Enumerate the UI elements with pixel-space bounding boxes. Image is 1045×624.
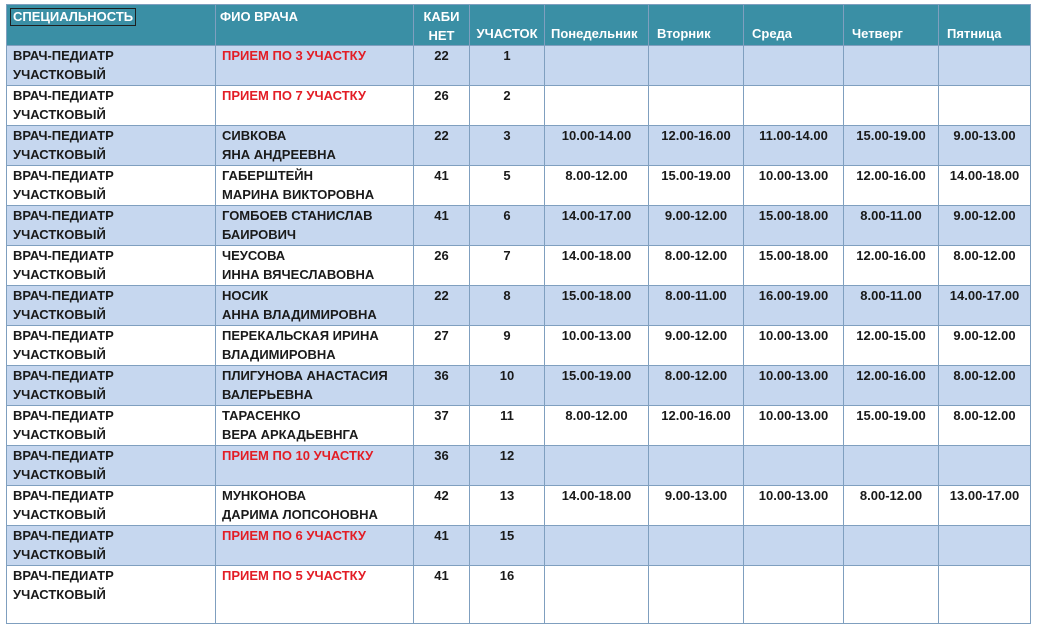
cabinet-number: 42 — [434, 488, 449, 503]
cabinet-cell — [414, 246, 470, 286]
time-cell — [545, 246, 649, 286]
time-cell — [744, 46, 844, 86]
specialty-line: ВРАЧ-ПЕДИАТР — [13, 488, 114, 503]
time-cell — [545, 326, 649, 366]
cabinet-cell — [414, 406, 470, 446]
time-range: 9.00-12.00 — [953, 328, 1016, 343]
time-range: 8.00-12.00 — [859, 488, 923, 503]
doctor-name-line: АННА ВЛАДИМИРОВНА — [222, 307, 377, 322]
header-day-label: Среда — [752, 26, 793, 41]
time-cell — [649, 486, 744, 526]
time-range: 14.00-17.00 — [561, 208, 632, 223]
time-cell — [649, 206, 744, 246]
time-range: 15.00-19.00 — [561, 368, 632, 383]
cabinet-cell — [414, 326, 470, 366]
time-cell — [939, 46, 1031, 86]
doctor-cell — [216, 406, 414, 446]
time-range: 8.00-11.00 — [860, 208, 922, 223]
time-range: 8.00-12.00 — [664, 248, 728, 263]
time-cell — [939, 486, 1031, 526]
specialty-line: ВРАЧ-ПЕДИАТР — [13, 288, 114, 303]
specialty-cell — [7, 366, 216, 406]
district-cell — [470, 126, 545, 166]
time-cell — [939, 326, 1031, 366]
header-cabinet — [414, 5, 470, 46]
specialty-line: ВРАЧ-ПЕДИАТР — [13, 168, 114, 183]
cabinet-cell — [414, 566, 470, 624]
cabinet-number: 41 — [434, 168, 449, 183]
district-number: 11 — [500, 408, 514, 423]
cabinet-cell — [414, 366, 470, 406]
doctor-name-line: НОСИК — [222, 288, 269, 303]
time-cell — [545, 46, 649, 86]
header-day-label: Вторник — [657, 26, 711, 41]
time-range: 13.00-17.00 — [949, 488, 1020, 503]
doctor-cell — [216, 446, 414, 486]
time-cell — [744, 166, 844, 206]
doctor-name-line: ВАЛЕРЬЕВНА — [222, 387, 313, 402]
header-cabinet-line2: НЕТ — [428, 28, 455, 43]
district-number: 15 — [499, 528, 515, 543]
time-range: 16.00-19.00 — [758, 288, 829, 303]
header-doctor — [216, 5, 414, 46]
time-cell — [649, 46, 744, 86]
time-cell — [844, 126, 939, 166]
specialty-line: УЧАСТКОВЫЙ — [13, 507, 106, 522]
district-cell — [470, 166, 545, 206]
time-range: 8.00-12.00 — [953, 248, 1016, 263]
time-cell — [939, 126, 1031, 166]
specialty-line: ВРАЧ-ПЕДИАТР — [13, 528, 114, 543]
doctor-cell — [216, 326, 414, 366]
time-cell — [939, 166, 1031, 206]
time-cell — [649, 526, 744, 566]
time-cell — [844, 86, 939, 126]
doctor-name-line: ПРИЕМ ПО 10 УЧАСТКУ — [222, 448, 374, 463]
time-range: 14.00-18.00 — [561, 488, 632, 503]
specialty-line: УЧАСТКОВЫЙ — [13, 387, 106, 402]
time-range: 8.00-12.00 — [953, 368, 1016, 383]
doctor-cell — [216, 206, 414, 246]
district-number: 16 — [499, 568, 515, 583]
cabinet-number: 36 — [434, 368, 449, 383]
district-cell — [470, 526, 545, 566]
specialty-line: ВРАЧ-ПЕДИАТР — [13, 448, 114, 463]
time-cell — [649, 166, 744, 206]
specialty-cell — [7, 406, 216, 446]
cabinet-number: 22 — [434, 48, 449, 63]
time-cell — [939, 566, 1031, 624]
time-cell — [744, 206, 844, 246]
district-number: 6 — [503, 208, 511, 223]
district-cell — [470, 206, 545, 246]
doctor-cell — [216, 46, 414, 86]
cabinet-number: 26 — [434, 88, 449, 103]
table-row — [7, 326, 1031, 366]
specialty-line: УЧАСТКОВЫЙ — [13, 347, 106, 362]
time-range: 15.00-19.00 — [856, 408, 926, 423]
doctor-cell — [216, 486, 414, 526]
time-cell — [844, 526, 939, 566]
time-range: 8.00-11.00 — [860, 288, 922, 303]
cabinet-cell — [414, 446, 470, 486]
time-cell — [939, 366, 1031, 406]
district-number: 1 — [503, 48, 511, 63]
table-row — [7, 246, 1031, 286]
district-number: 13 — [499, 488, 515, 503]
table-row — [7, 486, 1031, 526]
time-range: 8.00-12.00 — [664, 368, 728, 383]
time-cell — [545, 446, 649, 486]
district-cell — [470, 366, 545, 406]
header-monday — [545, 5, 649, 46]
schedule-table — [6, 4, 1031, 624]
table-row — [7, 206, 1031, 246]
table-row — [7, 166, 1031, 206]
header-district — [470, 5, 545, 46]
time-range: 12.00-16.00 — [856, 248, 926, 263]
specialty-line: ВРАЧ-ПЕДИАТР — [13, 368, 114, 383]
time-cell — [545, 526, 649, 566]
specialty-cell — [7, 46, 216, 86]
time-cell — [649, 326, 744, 366]
doctor-cell — [216, 526, 414, 566]
header-district-label: УЧАСТОК — [476, 26, 538, 41]
table-row — [7, 366, 1031, 406]
table-row — [7, 566, 1031, 624]
time-cell — [545, 126, 649, 166]
doctor-cell — [216, 166, 414, 206]
cabinet-number: 36 — [434, 448, 449, 463]
time-range: 9.00-12.00 — [953, 208, 1016, 223]
district-cell — [470, 46, 545, 86]
time-cell — [744, 486, 844, 526]
time-cell — [744, 526, 844, 566]
time-range: 8.00-12.00 — [565, 408, 628, 423]
doctor-name-line: ПРИЕМ ПО 3 УЧАСТКУ — [222, 48, 367, 63]
time-cell — [649, 126, 744, 166]
time-cell — [844, 566, 939, 624]
specialty-cell — [7, 246, 216, 286]
time-range: 10.00-13.00 — [758, 168, 829, 183]
time-cell — [939, 406, 1031, 446]
district-cell — [470, 286, 545, 326]
doctor-name-line: ПРИЕМ ПО 7 УЧАСТКУ — [222, 88, 367, 103]
specialty-line: УЧАСТКОВЫЙ — [13, 307, 106, 322]
doctor-cell — [216, 246, 414, 286]
specialty-line: УЧАСТКОВЫЙ — [13, 427, 106, 442]
time-cell — [744, 86, 844, 126]
doctor-cell — [216, 126, 414, 166]
time-range: 14.00-17.00 — [949, 288, 1020, 303]
cabinet-number: 41 — [434, 208, 449, 223]
time-cell — [939, 86, 1031, 126]
time-cell — [744, 246, 844, 286]
time-range: 10.00-13.00 — [561, 328, 632, 343]
time-cell — [744, 366, 844, 406]
specialty-cell — [7, 526, 216, 566]
specialty-line: УЧАСТКОВЫЙ — [13, 267, 106, 282]
time-range: 12.00-16.00 — [661, 408, 731, 423]
time-cell — [649, 246, 744, 286]
cabinet-number: 26 — [434, 248, 449, 263]
doctor-cell — [216, 86, 414, 126]
time-cell — [844, 286, 939, 326]
time-cell — [545, 486, 649, 526]
time-range: 15.00-19.00 — [856, 128, 926, 143]
time-cell — [545, 286, 649, 326]
time-cell — [545, 406, 649, 446]
time-cell — [649, 566, 744, 624]
time-range: 14.00-18.00 — [561, 248, 632, 263]
table-row — [7, 126, 1031, 166]
specialty-cell — [7, 326, 216, 366]
specialty-line: УЧАСТКОВЫЙ — [13, 67, 106, 82]
district-cell — [470, 326, 545, 366]
specialty-cell — [7, 86, 216, 126]
time-range: 10.00-13.00 — [758, 408, 829, 423]
specialty-cell — [7, 126, 216, 166]
time-cell — [744, 406, 844, 446]
time-range: 10.00-13.00 — [758, 328, 829, 343]
specialty-line: ВРАЧ-ПЕДИАТР — [13, 208, 114, 223]
district-number: 8 — [503, 288, 511, 303]
time-range: 8.00-12.00 — [565, 168, 628, 183]
header-specialty-label: СПЕЦИАЛЬНОСТЬ — [10, 8, 136, 26]
time-range: 15.00-18.00 — [758, 248, 829, 263]
time-cell — [844, 206, 939, 246]
cabinet-number: 27 — [434, 328, 449, 343]
time-range: 9.00-13.00 — [953, 128, 1016, 143]
district-cell — [470, 566, 545, 624]
doctor-name-line: ВЕРА АРКАДЬЕВНГА — [222, 427, 359, 442]
time-range: 8.00-12.00 — [953, 408, 1016, 423]
time-cell — [939, 446, 1031, 486]
time-range: 9.00-13.00 — [664, 488, 728, 503]
district-number: 7 — [503, 248, 511, 263]
time-cell — [939, 206, 1031, 246]
specialty-line: ВРАЧ-ПЕДИАТР — [13, 568, 114, 583]
time-range: 12.00-16.00 — [856, 168, 926, 183]
time-cell — [844, 246, 939, 286]
specialty-line: УЧАСТКОВЫЙ — [13, 467, 106, 482]
time-cell — [545, 166, 649, 206]
specialty-cell — [7, 206, 216, 246]
specialty-line: ВРАЧ-ПЕДИАТР — [13, 128, 114, 143]
specialty-line: ВРАЧ-ПЕДИАТР — [13, 328, 114, 343]
doctor-cell — [216, 286, 414, 326]
specialty-line: ВРАЧ-ПЕДИАТР — [13, 88, 114, 103]
doctor-cell — [216, 366, 414, 406]
cabinet-number: 22 — [434, 288, 449, 303]
time-cell — [649, 366, 744, 406]
time-cell — [545, 86, 649, 126]
schedule-body — [7, 46, 1031, 624]
time-cell — [744, 126, 844, 166]
district-cell — [470, 446, 545, 486]
specialty-cell — [7, 566, 216, 624]
time-cell — [545, 206, 649, 246]
time-range: 15.00-18.00 — [561, 288, 632, 303]
cabinet-cell — [414, 286, 470, 326]
time-cell — [844, 326, 939, 366]
time-cell — [844, 446, 939, 486]
doctor-name-line: БАИРОВИЧ — [222, 227, 297, 242]
cabinet-cell — [414, 46, 470, 86]
specialty-line: УЧАСТКОВЫЙ — [13, 587, 106, 602]
specialty-cell — [7, 286, 216, 326]
cabinet-cell — [414, 166, 470, 206]
time-cell — [649, 406, 744, 446]
cabinet-number: 41 — [434, 568, 449, 583]
time-cell — [939, 246, 1031, 286]
district-cell — [470, 246, 545, 286]
time-cell — [649, 446, 744, 486]
header-cabinet-line1: КАБИ — [423, 9, 460, 24]
header-tuesday — [649, 5, 744, 46]
time-cell — [744, 286, 844, 326]
time-cell — [744, 446, 844, 486]
time-cell — [844, 406, 939, 446]
specialty-cell — [7, 446, 216, 486]
district-number: 2 — [503, 88, 511, 103]
time-cell — [649, 86, 744, 126]
doctor-name-line: ГОМБОЕВ СТАНИСЛАВ — [222, 208, 373, 223]
time-range: 15.00-18.00 — [758, 208, 829, 223]
table-row — [7, 46, 1031, 86]
time-cell — [649, 286, 744, 326]
cabinet-cell — [414, 86, 470, 126]
specialty-line: ВРАЧ-ПЕДИАТР — [13, 48, 114, 63]
cabinet-number: 37 — [434, 408, 449, 423]
specialty-line: УЧАСТКОВЫЙ — [13, 227, 106, 242]
doctor-cell — [216, 566, 414, 624]
doctor-name-line: ГАБЕРШТЕЙН — [222, 168, 314, 183]
district-number: 5 — [503, 168, 511, 183]
district-number: 12 — [499, 448, 515, 463]
table-row — [7, 446, 1031, 486]
cabinet-cell — [414, 206, 470, 246]
time-range: 10.00-13.00 — [758, 368, 829, 383]
specialty-cell — [7, 486, 216, 526]
table-row — [7, 286, 1031, 326]
time-range: 9.00-12.00 — [664, 208, 728, 223]
time-range: 9.00-12.00 — [664, 328, 728, 343]
time-range: 10.00-13.00 — [758, 488, 829, 503]
time-cell — [545, 566, 649, 624]
district-number: 10 — [499, 368, 515, 383]
doctor-name-line: МАРИНА ВИКТОРОВНА — [222, 187, 375, 202]
doctor-name-line: ДАРИМА ЛОПСОНОВНА — [222, 507, 378, 522]
header-day-label: Четверг — [852, 26, 903, 41]
time-cell — [844, 486, 939, 526]
table-row — [7, 86, 1031, 126]
district-cell — [470, 86, 545, 126]
time-range: 12.00-16.00 — [661, 128, 731, 143]
district-number: 3 — [503, 128, 511, 143]
header-wednesday — [744, 5, 844, 46]
time-range: 12.00-16.00 — [856, 368, 926, 383]
specialty-line: УЧАСТКОВЫЙ — [13, 547, 106, 562]
specialty-cell — [7, 166, 216, 206]
doctor-name-line: ЧЕУСОВА — [222, 248, 286, 263]
header-doctor-label: ФИО ВРАЧА — [220, 9, 298, 24]
header-day-label: Понедельник — [551, 26, 638, 41]
doctor-name-line: ПЛИГУНОВА АНАСТАСИЯ — [222, 368, 388, 383]
cabinet-number: 22 — [434, 128, 449, 143]
header-day-label: Пятница — [947, 26, 1002, 41]
time-cell — [744, 566, 844, 624]
specialty-line: ВРАЧ-ПЕДИАТР — [13, 408, 114, 423]
table-row — [7, 526, 1031, 566]
doctor-name-line: ТАРАСЕНКО — [222, 408, 301, 423]
district-number: 9 — [503, 328, 511, 343]
time-cell — [844, 366, 939, 406]
specialty-line: УЧАСТКОВЫЙ — [13, 187, 106, 202]
time-cell — [844, 166, 939, 206]
cabinet-cell — [414, 126, 470, 166]
doctor-name-line: ПЕРЕКАЛЬСКАЯ ИРИНА — [222, 328, 379, 343]
doctor-name-line: ЯНА АНДРЕЕВНА — [222, 147, 336, 162]
time-cell — [744, 326, 844, 366]
specialty-line: УЧАСТКОВЫЙ — [13, 147, 106, 162]
doctor-name-line: ВЛАДИМИРОВНА — [222, 347, 336, 362]
doctor-name-line: СИВКОВА — [222, 128, 287, 143]
time-range: 12.00-15.00 — [856, 328, 926, 343]
cabinet-number: 41 — [434, 528, 449, 543]
district-cell — [470, 486, 545, 526]
header-thursday — [844, 5, 939, 46]
time-range: 8.00-11.00 — [665, 288, 727, 303]
table-row — [7, 406, 1031, 446]
time-cell — [545, 366, 649, 406]
time-range: 10.00-14.00 — [561, 128, 632, 143]
time-range: 11.00-14.00 — [759, 128, 828, 143]
time-cell — [939, 526, 1031, 566]
header-row — [7, 5, 1031, 46]
doctor-name-line: ПРИЕМ ПО 6 УЧАСТКУ — [222, 528, 367, 543]
specialty-line: УЧАСТКОВЫЙ — [13, 107, 106, 122]
district-cell — [470, 406, 545, 446]
time-range: 14.00-18.00 — [949, 168, 1020, 183]
time-cell — [844, 46, 939, 86]
doctor-name-line: МУНКОНОВА — [222, 488, 306, 503]
cabinet-cell — [414, 486, 470, 526]
doctor-name-line: ПРИЕМ ПО 5 УЧАСТКУ — [222, 568, 367, 583]
header-specialty — [7, 5, 216, 46]
header-friday — [939, 5, 1031, 46]
time-range: 15.00-19.00 — [661, 168, 731, 183]
doctor-name-line: ИННА ВЯЧЕСЛАВОВНА — [222, 267, 375, 282]
specialty-line: ВРАЧ-ПЕДИАТР — [13, 248, 114, 263]
time-cell — [939, 286, 1031, 326]
cabinet-cell — [414, 526, 470, 566]
